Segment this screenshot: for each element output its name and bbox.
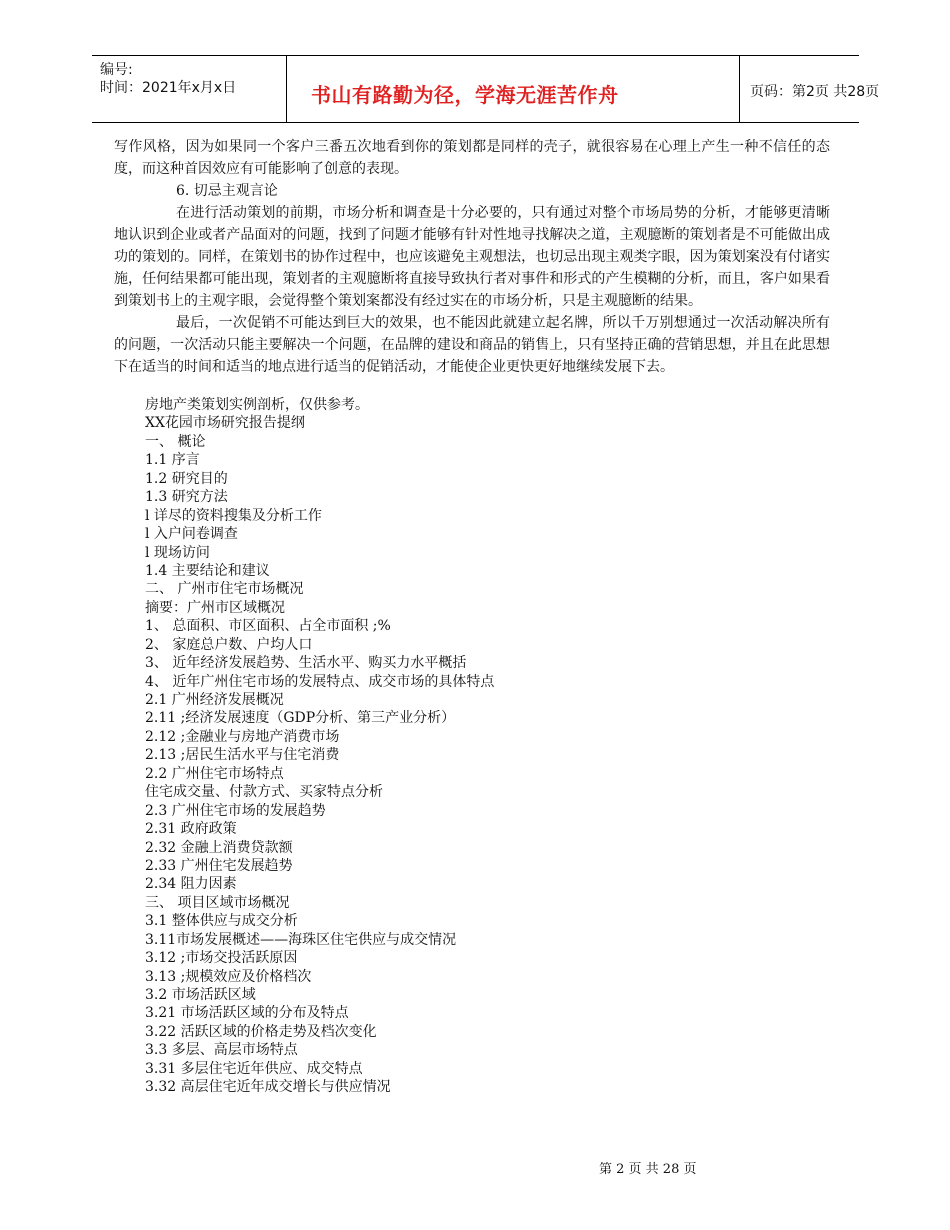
outline-item: 3.13 ;规模效应及价格档次 (145, 968, 312, 985)
outline-item: 住宅成交量、付款方式、买家特点分析 (145, 784, 383, 801)
header-page-label: 页码：第2页 共28页 (750, 84, 880, 100)
report-outline (145, 396, 745, 1097)
outline-item: 3.3 多层、高层市场特点 (145, 1042, 298, 1059)
outline-item: 摘要：广州市区域概况 (145, 599, 285, 616)
outline-item: l 详尽的资料搜集及分析工作 (145, 507, 322, 524)
outline-item: 4、 近年广州住宅市场的发展特点、成交市场的具体特点 (145, 673, 495, 690)
outline-item: 2.34 阻力因素 (145, 876, 237, 893)
outline-item: l 入户问卷调查 (145, 526, 238, 543)
outline-item: 2.3 广州住宅市场的发展趋势 (145, 802, 326, 819)
outline-item: 2.11 ;经济发展速度（GDP分析、第三产业分析） (145, 710, 456, 727)
outline-item: 3.12 ;市场交投活跃原因 (145, 950, 298, 967)
outline-item: l 现场访问 (145, 544, 210, 561)
time-label: 时间：2021年x月x日 (100, 80, 237, 96)
outline-item: 2.33 广州住宅发展趋势 (145, 857, 293, 874)
outline-item: 3.22 活跃区域的价格走势及档次变化 (145, 1023, 377, 1040)
outline-item: XX花园市场研究报告提纲 (145, 415, 305, 432)
outline-item: 2.32 金融上消费贷款额 (145, 839, 293, 856)
outline-item: 2.13 ;居民生活水平与住宅消费 (145, 747, 340, 764)
outline-item: 3.21 市场活跃区域的分布及特点 (145, 1005, 349, 1022)
outline-item: 1、 总面积、市区面积、占全市面积 ;% (145, 618, 391, 635)
outline-item: 房地产类策划实例剖析，仅供参考。 (145, 397, 369, 413)
paragraph: 写作风格，因为如果同一个客户三番五次地看到你的策划都是同样的壳子，就很容易在心理上产生一种不信任的态度，而这种首因效应有可能影响了创意的表现。 (114, 139, 830, 177)
outline-item: 1.4 主要结论和建议 (145, 562, 270, 579)
outline-item: 3.11市场发展概述——海珠区住宅供应与成交情况 (145, 931, 457, 948)
section-heading: 6. 切忌主观言论 (176, 183, 278, 199)
outline-item: 一、 概论 (145, 433, 206, 450)
outline-item: 3.31 多层住宅近年供应、成交特点 (145, 1060, 363, 1077)
outline-item: 2.1 广州经济发展概况 (145, 692, 284, 708)
header-meta (92, 56, 286, 122)
outline-item: 1.1 序言 (145, 452, 200, 469)
number-label: 编号: (100, 62, 133, 78)
header-page-cell (738, 56, 880, 122)
outline-item: 1.3 研究方法 (145, 489, 228, 506)
body-text (114, 136, 830, 378)
outline-item: 3.32 高层住宅近年成交增长与供应情况 (145, 1079, 391, 1096)
outline-item: 3.2 市场活跃区域 (145, 987, 256, 1003)
outline-item: 2.12 ;金融业与房地产消费市场 (145, 728, 340, 745)
outline-item: 三、 项目区域市场概况 (145, 894, 290, 911)
outline-item: 3.1 整体供应与成交分析 (145, 913, 298, 930)
outline-item: 2、 家庭总户数、户均人口 (145, 636, 313, 653)
paragraph: 最后，一次促销不可能达到巨大的效果，也不能因此就建立起名牌，所以千万别想通过一次活动解决所有的问题，一次活动只能主要解决一个问题，在品牌的建设和商品的销售上，只有坚持正确的营销思想，并且在此思想下在适当的时间和适当的地点进行适当的促销活动，才能使企业更快更好地继续发展下去。 (114, 315, 830, 375)
header-motto: 书山有路勤为径，学海无涯苦作舟 (311, 83, 619, 107)
outline-item: 2.2 广州住宅市场特点 (145, 765, 284, 782)
header-motto-cell (286, 56, 740, 122)
outline-item: 1.2 研究目的 (145, 470, 228, 487)
outline-item: 2.31 政府政策 (145, 821, 237, 838)
page-header (92, 55, 880, 123)
page-footer: 第 2 页 共 28 页 (599, 1162, 697, 1177)
outline-item: 3、 近年经济发展趋势、生活水平、购买力水平概括 (145, 655, 467, 672)
outline-item: 二、 广州市住宅市场概况 (145, 581, 304, 598)
paragraph: 在进行活动策划的前期，市场分析和调查是十分必要的，只有通过对整个市场局势的分析，才能够更清晰地认识到企业或者产品面对的问题，找到了问题才能够有针对性地寻找解决之道，主观臆断的策划者是不可能做出成功的策划的。同样，在策划书的协作过程中，也应该避免主观想法，也切忌出现主观类字眼，因为策划案没有付诸实施，任何结果都可能出现，策划者的主观臆断将直接导致执行者对事件和形式的产生模糊的分析，而且，客户如果看到策划书上的主观字眼，会觉得整个策划案都没有经过实在的市场分析，只是主观臆断的结果。 (114, 205, 830, 309)
